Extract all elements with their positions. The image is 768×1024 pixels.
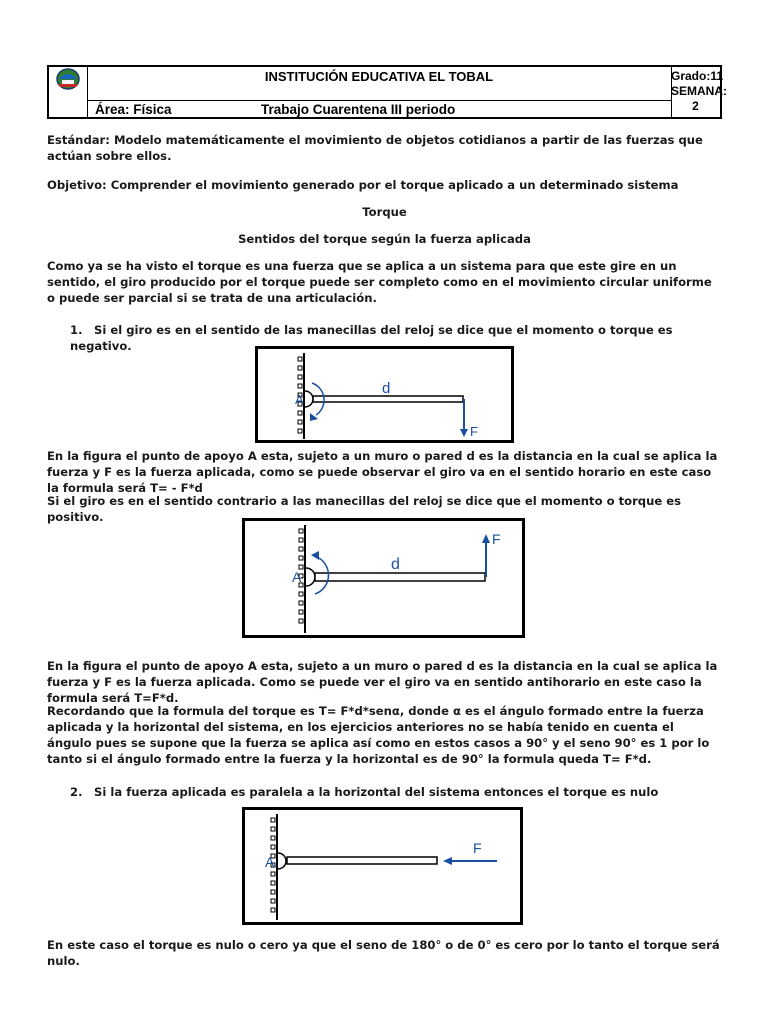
grade-cell	[671, 67, 727, 117]
list-item-text: Si la fuerza aplicada es paralela a la horizontal del sistema entonces el torque es nulo	[94, 785, 659, 799]
header-table	[47, 65, 727, 119]
label-A: A	[265, 854, 275, 870]
logo-cell	[49, 67, 88, 117]
grade-info	[671, 69, 727, 114]
institution-name: INSTITUCIÓN EDUCATIVA EL TOBAL	[264, 69, 494, 84]
clockwise-diagram	[258, 349, 511, 440]
list-number: 1.	[70, 323, 83, 337]
list-item-text: Si el giro es en el sentido de las manecillas del reloj se dice que el momento o torque es negativo.	[70, 323, 673, 353]
week-value: 2	[692, 99, 699, 113]
work-title: Trabajo Cuarentena III periodo	[261, 102, 456, 117]
intro-paragraph: Como ya se ha visto el torque es una fuerza que se aplica a un sistema para que este gire en un sentido, el giro producido por el torque puede ser completo como en el movimiento circular uniforme o puede ser parcial si se trata de una articulación.	[47, 259, 712, 305]
counterclockwise-diagram	[245, 521, 522, 635]
section-title: Torque	[362, 205, 407, 219]
figure-null-torque	[242, 807, 523, 925]
header-center	[87, 67, 672, 117]
null-torque-diagram	[245, 810, 520, 922]
recall-paragraph: Recordando que la formula del torque es T= F*d*senα, donde α es el ángulo formado entre la fuerza aplicada y la horizontal del sistema, en los ejercicios anteriores no se había tenido en cuenta el ángulo pues se supone que la fuerza se aplica así como en estos casos a 90° y el seno 90° es 1 por lo tanto si el ángulo formado entre la fuerza y la horizontal es de 90° la formula queda T= F*d.	[47, 704, 710, 766]
label-A: A	[292, 569, 302, 585]
label-A: A	[295, 392, 304, 407]
list-number: 2.	[70, 785, 83, 799]
figure-counterclockwise-torque	[242, 518, 525, 638]
week-label: SEMANA:	[671, 84, 727, 98]
label-F: F	[473, 840, 482, 856]
label-d: d	[391, 556, 400, 573]
conclusion-paragraph: En este caso el torque es nulo o cero ya que el seno de 180° o de 0° es cero por lo tanto el torque será nulo.	[47, 938, 720, 968]
objective-paragraph: Objetivo: Comprender el movimiento generado por el torque aplicado a un determinado sistema	[47, 178, 679, 192]
header-title-row	[87, 67, 671, 101]
standard-paragraph: Estándar: Modelo matemáticamente el movimiento de objetos cotidianos a partir de las fuerzas que actúan sobre ellos.	[47, 133, 703, 163]
label-F: F	[492, 531, 501, 547]
positive-torque-paragraph: Si el giro es en el sentido contrario a las manecillas del reloj se dice que el momento o torque es positivo.	[47, 494, 682, 524]
label-d: d	[382, 380, 391, 397]
section-subtitle: Sentidos del torque según la fuerza aplicada	[238, 232, 531, 246]
school-crest-icon	[49, 67, 87, 117]
list-item-2	[70, 784, 722, 800]
grade-label: Grado:11	[671, 69, 724, 83]
figure-clockwise-torque	[255, 346, 514, 443]
figure1-caption: En la figura el punto de apoyo A esta, sujeto a un muro o pared d es la distancia en la cual se aplica la fuerza y F es la fuerza aplicada, como se puede observar el giro va en el sentido horario en este caso la formula será T= - F*d	[47, 449, 718, 495]
figure2-caption: En la figura el punto de apoyo A esta, sujeto a un muro o pared d es la distancia en la cual se aplica la fuerza y F es la fuerza aplicada. Como se puede ver el giro va en sentido antihorario en este caso la formula será T=F*d.	[47, 659, 718, 705]
subject-area: Área: Física	[95, 102, 172, 117]
label-F: F	[470, 424, 478, 439]
